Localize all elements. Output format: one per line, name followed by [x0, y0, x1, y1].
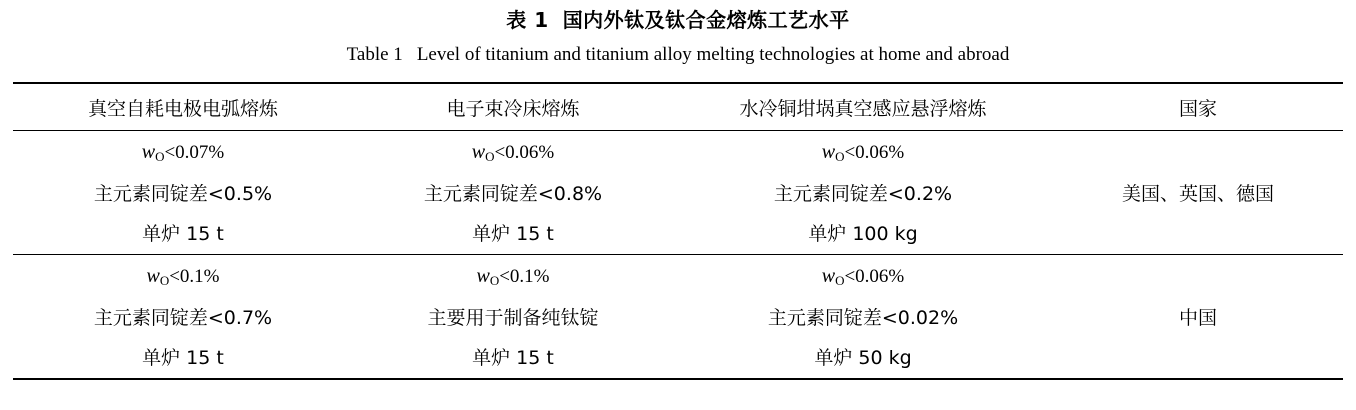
cell-var-abroad — [13, 131, 353, 255]
oxygen-symbol: $w_O$ — [821, 140, 845, 164]
header-vacuum-arc-remelting: 真空自耗电极电弧熔炼 — [13, 83, 353, 131]
table-number-english: Table 1 — [346, 44, 403, 65]
cell-line-furnace-capacity: 单炉 15 t — [142, 346, 224, 369]
oxygen-subscript: O — [155, 148, 165, 164]
cell-line-element-deviation: 主元素同锭差<0.2% — [773, 182, 953, 205]
table-caption-english — [0, 34, 1356, 68]
cell-line-oxygen — [13, 132, 353, 174]
header-country: 国家 — [1053, 83, 1343, 131]
cell-var-china — [13, 255, 353, 379]
oxygen-symbol: $w_O$ — [141, 140, 165, 164]
oxygen-value: <0.06% — [844, 265, 905, 287]
table-row — [13, 131, 1343, 255]
oxygen-value: <0.1% — [169, 265, 220, 287]
oxygen-symbol: $w_O$ — [821, 264, 845, 288]
cell-line-furnace-capacity: 单炉 100 kg — [808, 222, 918, 245]
oxygen-value: <0.07% — [164, 141, 225, 163]
oxygen-subscript: O — [485, 148, 495, 164]
cell-line-oxygen — [353, 256, 673, 298]
oxygen-value: <0.06% — [844, 141, 905, 163]
cell-line-element-deviation: 主元素同锭差<0.02% — [767, 306, 959, 329]
oxygen-subscript: O — [835, 148, 845, 164]
bottom-rule-cell — [353, 378, 673, 379]
cell-line-usage-note: 主要用于制备纯钛锭 — [427, 306, 599, 329]
table-bottom-rule — [13, 378, 1343, 379]
melting-technology-table — [13, 82, 1343, 380]
cell-line-element-deviation: 主元素同锭差<0.7% — [93, 306, 273, 329]
cell-line-oxygen — [353, 132, 673, 174]
table-row — [13, 255, 1343, 379]
cell-country-abroad: 美国、英国、德国 — [1121, 183, 1274, 205]
oxygen-subscript: O — [159, 272, 170, 288]
bottom-rule-cell — [673, 378, 1053, 379]
oxygen-symbol: $w_O$ — [476, 264, 500, 288]
bottom-rule-cell — [1053, 378, 1343, 379]
header-cold-crucible-induction: 水冷铜坩埚真空感应悬浮熔炼 — [673, 83, 1053, 131]
oxygen-subscript: O — [489, 272, 500, 288]
cell-isfm-abroad — [673, 131, 1053, 255]
cell-ebcm-china — [353, 255, 673, 379]
oxygen-subscript: O — [835, 272, 845, 288]
table-number-chinese: 表 1 — [506, 8, 549, 32]
cell-country-china: 中国 — [1053, 255, 1343, 379]
table-title-english: Level of titanium and titanium alloy melting technologies at home and abroad — [416, 44, 1010, 65]
cell-line-oxygen — [673, 256, 1053, 298]
oxygen-value: <0.1% — [499, 265, 550, 287]
oxygen-symbol: $w_O$ — [471, 140, 495, 164]
oxygen-symbol: $w_O$ — [146, 264, 170, 288]
cell-line-furnace-capacity: 单炉 15 t — [472, 346, 554, 369]
cell-line-element-deviation: 主元素同锭差<0.8% — [423, 182, 603, 205]
bottom-rule-cell — [13, 378, 353, 379]
oxygen-value: <0.06% — [494, 141, 555, 163]
table-title-chinese: 国内外钛及钛合金熔炼工艺水平 — [562, 8, 850, 32]
cell-line-furnace-capacity: 单炉 15 t — [142, 222, 224, 245]
header-electron-beam-cold-hearth: 电子束冷床熔炼 — [353, 83, 673, 131]
cell-ebcm-abroad — [353, 131, 673, 255]
cell-line-furnace-capacity: 单炉 50 kg — [814, 346, 912, 369]
table-header-row — [13, 83, 1343, 131]
cell-line-oxygen — [13, 256, 353, 298]
cell-line-element-deviation: 主元素同锭差<0.5% — [93, 182, 273, 205]
cell-line-furnace-capacity: 单炉 15 t — [472, 222, 554, 245]
cell-isfm-china — [673, 255, 1053, 379]
table-caption-chinese — [0, 0, 1356, 34]
cell-line-oxygen — [673, 132, 1053, 174]
